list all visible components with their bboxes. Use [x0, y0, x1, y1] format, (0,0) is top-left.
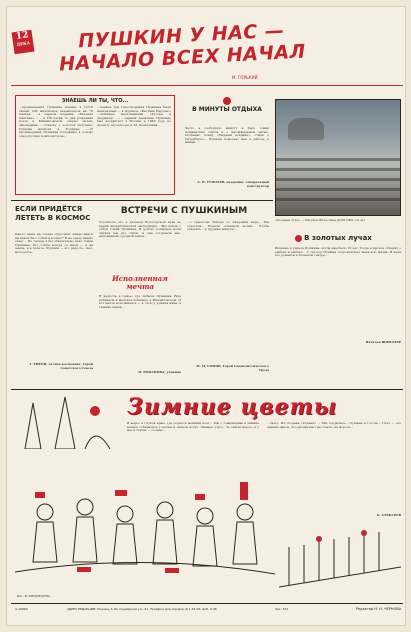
kosmos-heading: ЕСЛИ ПРИДЁТСЯ ЛЕТЕТЬ В КОСМОС: [15, 205, 91, 222]
kosmos-body: Как-то меня на съезде спросили: какие книги вы взяли бы с собой в космос? Я не сразу нашёл ответ... Но теперь я бы обязательно взял томик Пушкина. Его стихи всегда со мной — и на земле, и в полёте. Пушкин — это радость, свет, молодость...: [15, 233, 93, 254]
illustration-caption: Рис. В. МЕДВЕДЕВА: [17, 595, 50, 598]
section-divider: [11, 200, 273, 201]
photo-caption: «Осеннее утро» ... Рисунок Вячеслава ДОЛГОВА, 14 лет: [275, 219, 366, 222]
zimnie-signature: О. АЛЕКСЕЕВ: [376, 514, 401, 517]
bullet-dot-icon: [295, 235, 302, 242]
date-badge: [12, 30, 35, 55]
zolotye-heading: В золотых лучах: [304, 234, 372, 242]
zimnie-body-right: ...свету. Их сборник «Родник» ... Мы гордились... Пушкин и Гоголь... Поэт — это зимние цветы, что расцветают на стекле, на морозе...: [267, 422, 401, 429]
minuty-signature: А. Н. ТУПОЛЕВ, академик, генеральный конструктор: [197, 181, 269, 188]
ispolnennaya-heading: Исполненная мечта: [112, 274, 168, 291]
minuty-article: [185, 97, 269, 197]
footer-address: АДРЕС РЕДАКЦИИ: Москва, А-30, Сущёвская ул., 21. Телефон для справок Д 1-15-00, доб. 4-36: [67, 607, 217, 611]
vstrechi-heading: ВСТРЕЧИ С ПУШКИНЫМ: [120, 206, 248, 216]
zimnie-body-left: Я вырос в глухом краю, где родился великий поэт... Мы с товарищами в зимние вечера собирались у печки и читали вслух «Зимнее утро». За окном мороз, а у нас в стихах — солнце...: [127, 422, 259, 433]
znaesh-box: [15, 95, 175, 195]
znaesh-heading: ЗНАЕШЬ ЛИ ТЫ, ЧТО...: [61, 98, 129, 104]
masthead-author: М. ГОРЬКИЙ: [232, 75, 258, 80]
snow-trees-illustration: [15, 393, 125, 449]
minuty-body: Часто в свободную минуту я беру томик пушкинских стихов и с наслаждением читаю. Особенно поэму «Медный всадник», стихи о Петербурге... Пушкин помогает мне в работе, в жизни.: [185, 127, 269, 145]
znaesh-body-left: ...произведения Пушкина изданы в СССР свыше 200 миллионов экземпляров на 76 языках; ...в первом издании «Евгения Онегина» ... ...к 150-летию со дня рождения поэта в Михайловском открыт музей-заповедник; ...«Сказку о золотом петушке» Пушкин написал в Болдине; ...15 произведений Пушкина положены в основу опер русских композиторов...: [19, 106, 93, 138]
ispolnennaya-article: [99, 275, 181, 385]
ispolnennaya-signature: Н. РОМАНОВА, ученица: [138, 371, 181, 374]
footer-order: Зак. 321: [275, 607, 289, 611]
zolotye-signature: Наталья ШПИЛЛЕР: [365, 341, 401, 344]
section-divider: [11, 389, 403, 390]
vstrechi-body-right: ...с трепетом. Вскоре от Академии наук... Мы ответили... Бокалы осиянной волны... Чтобы отвечать... в трудные минуты...: [187, 221, 269, 232]
children-crowd-illustration: [15, 452, 275, 597]
ispolnennaya-body: Я выросла в семье, где любили Пушкина. Ещё ребёнком я мечтала побывать в Михайловском. И вот мечта исполнилась — я стою у домика няни, в тишине парка...: [99, 295, 181, 309]
newspaper-page: [6, 6, 406, 626]
znaesh-body-right: ...первые три стихотворения Пушкина были напечатаны ... в журнале «Вестник Европы»; ...любимые мальчишками «Руслан и Людмила» ...; ...первый памятник Пушкину был воздвигнут в Москве в 1880 году по проекту скульптора А. М. Опекушина...: [97, 106, 171, 127]
footer-divider: [11, 603, 403, 604]
zolotye-article: [275, 233, 401, 353]
date-month: ДЕКА: [16, 40, 31, 47]
masthead-title: ПУШКИН У НАС — НАЧАЛО ВСЕХ НАЧАЛ: [58, 19, 307, 76]
header-divider: [11, 85, 403, 86]
zolotye-body: Впервые я узнала Пушкина, когда мне было 10 лет. Тогда я прочла «Сказку о рыбаке и рыбке»... С тех пор Пушкин сопровождает меня всю жизнь. Я пела его романсы в Большом театре...: [275, 247, 401, 258]
autumn-photo: [275, 99, 401, 216]
footer-editor: Редактор Н. Н. ЧЕРНОВА: [355, 607, 401, 611]
vstrechi-signature: М. М. СОМОВ, Герой Социалистического Труда: [196, 365, 269, 372]
kosmos-signature: Г. ТИТОВ, лётчик-космонавт, Герой Советского Союза: [29, 363, 93, 370]
minuty-heading: В МИНУТЫ ОТДЫХА: [192, 106, 262, 113]
kosmos-article: [15, 205, 93, 385]
bullet-dot-icon: [223, 97, 231, 105]
vstrechi-body-left: Случилось это в далёком Вологодском крае во время антарктической экспедиции... Мы взяли с собой томик Пушкина. В долгие полярные ночи читали мы его стихи, и они согревали нас, напоминали о родной земле...: [99, 221, 181, 239]
date-number: 12: [15, 30, 30, 42]
footer-index: А-10863: [15, 607, 28, 611]
zimnie-heading: Зимние цветы: [127, 394, 338, 420]
fence-illustration: [279, 527, 401, 597]
